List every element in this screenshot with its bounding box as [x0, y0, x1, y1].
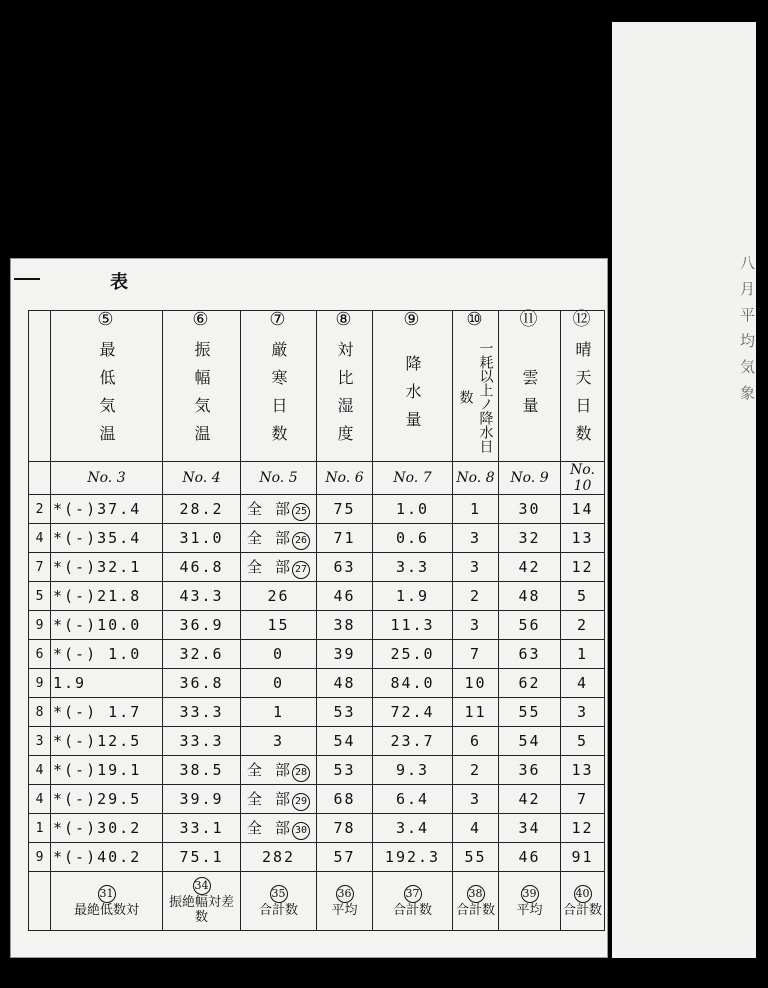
column-number-badge: ⑪ — [519, 309, 538, 330]
weather-table — [28, 310, 605, 931]
table-cell: 53 — [317, 698, 373, 727]
column-header-label: 雲量 — [520, 369, 539, 425]
table-cell: 91 — [561, 843, 605, 872]
table-cell: 32.6 — [163, 640, 241, 669]
annotation-mark: 25 — [292, 503, 310, 521]
table-cell: *(-)10.0 — [51, 611, 163, 640]
table-cell: 25.0 — [373, 640, 453, 669]
table-cell: 4 — [29, 524, 51, 553]
column-number-cell — [29, 462, 51, 495]
table-cell: 0 — [241, 669, 317, 698]
table-body — [29, 495, 605, 872]
column-header — [241, 311, 317, 462]
table-cell: 54 — [317, 727, 373, 756]
document-sheet — [10, 258, 608, 958]
table-cell: 1 — [241, 698, 317, 727]
table-row — [29, 640, 605, 669]
footer-label: 平均 — [331, 902, 358, 918]
table-cell: 26 — [241, 582, 317, 611]
table-cell: 31.0 — [163, 524, 241, 553]
table-cell: 36.9 — [163, 611, 241, 640]
table-cell: 43.3 — [163, 582, 241, 611]
title-dash — [14, 278, 40, 280]
column-number-cell: No. 7 — [373, 462, 453, 495]
table-cell: 34 — [499, 814, 561, 843]
footer-label: 合計数 — [258, 902, 298, 918]
table-cell: 55 — [499, 698, 561, 727]
table-cell: 10 — [453, 669, 499, 698]
table-cell: 57 — [317, 843, 373, 872]
side-text-char: 月 — [740, 280, 756, 298]
table-cell: 2 — [453, 756, 499, 785]
column-number-badge: ⑧ — [335, 309, 352, 330]
table-cell: 2 — [453, 582, 499, 611]
table-cell: 13 — [561, 524, 605, 553]
table-cell: *(-)19.1 — [51, 756, 163, 785]
column-header — [317, 311, 373, 462]
adjacent-page-strip — [612, 22, 756, 958]
table-cell: 33.3 — [163, 727, 241, 756]
table-cell: 48 — [317, 669, 373, 698]
table-cell: 72.4 — [373, 698, 453, 727]
table-cell: 全 部 28 — [241, 756, 317, 785]
table-cell: 9 — [29, 843, 51, 872]
table-cell: 71 — [317, 524, 373, 553]
table-cell: 9 — [29, 611, 51, 640]
table-cell: 68 — [317, 785, 373, 814]
table-cell: 4 — [29, 756, 51, 785]
table-row — [29, 611, 605, 640]
table-row — [29, 669, 605, 698]
table-cell: *(-)29.5 — [51, 785, 163, 814]
table-cell: 2 — [29, 495, 51, 524]
footer-label: 合計数 — [392, 902, 432, 918]
table-row — [29, 814, 605, 843]
table-cell: 3 — [453, 611, 499, 640]
table-cell: 1.0 — [373, 495, 453, 524]
table-cell: 13 — [561, 756, 605, 785]
footer-number-badge: 36 — [336, 885, 354, 903]
table-cell: 7 — [561, 785, 605, 814]
column-header-label: 一耗以上ノ降水日数 — [457, 341, 494, 453]
table-cell: 7 — [29, 553, 51, 582]
table-cell: 38 — [317, 611, 373, 640]
table-cell: 62 — [499, 669, 561, 698]
column-header — [561, 311, 605, 462]
table-cell: 3.4 — [373, 814, 453, 843]
table-cell: 3.3 — [373, 553, 453, 582]
table-cell: *(-)35.4 — [51, 524, 163, 553]
table-cell: 全 部 25 — [241, 495, 317, 524]
table-cell: 11.3 — [373, 611, 453, 640]
footer-row — [29, 872, 605, 931]
column-header — [163, 311, 241, 462]
table-cell: *(-)40.2 — [51, 843, 163, 872]
footer-number-badge: 39 — [521, 885, 539, 903]
footer-cell — [373, 872, 453, 931]
table-row — [29, 524, 605, 553]
side-text-char: 象 — [740, 384, 756, 402]
annotation-mark: 27 — [292, 561, 310, 579]
table-cell: 全 部 26 — [241, 524, 317, 553]
table-cell: 14 — [561, 495, 605, 524]
footer-cell — [163, 872, 241, 931]
column-header-label: 最低気温 — [97, 341, 116, 453]
column-header — [51, 311, 163, 462]
table-cell: 42 — [499, 785, 561, 814]
table-cell: 63 — [317, 553, 373, 582]
column-number-cell: No. 6 — [317, 462, 373, 495]
footer-cell — [29, 872, 51, 931]
annotation-mark: 28 — [292, 764, 310, 782]
table-cell: 3 — [561, 698, 605, 727]
footer-label: 合計数 — [562, 902, 602, 918]
table-cell: 6.4 — [373, 785, 453, 814]
table-cell: 3 — [453, 785, 499, 814]
table-row — [29, 698, 605, 727]
table-cell: 3 — [241, 727, 317, 756]
column-number-badge: ⑤ — [97, 309, 114, 330]
footer-cell — [499, 872, 561, 931]
footer-number-badge: 40 — [574, 885, 592, 903]
column-number-cell: No. 8 — [453, 462, 499, 495]
table-cell: 全 部 29 — [241, 785, 317, 814]
table-cell: 28.2 — [163, 495, 241, 524]
header-row — [29, 311, 605, 462]
table-cell: *(-)21.8 — [51, 582, 163, 611]
table-cell: 全 部 30 — [241, 814, 317, 843]
table-cell: 32 — [499, 524, 561, 553]
table-cell: 39 — [317, 640, 373, 669]
footer-cell — [241, 872, 317, 931]
table-cell: 全 部 27 — [241, 553, 317, 582]
column-number-cell: No. 10 — [561, 462, 605, 495]
column-number-row — [29, 462, 605, 495]
table-cell: 46 — [499, 843, 561, 872]
table-cell: 54 — [499, 727, 561, 756]
table-cell: 6 — [29, 640, 51, 669]
table-row — [29, 727, 605, 756]
table-cell: 36 — [499, 756, 561, 785]
table-cell: 1.9 — [51, 669, 163, 698]
table-cell: 11 — [453, 698, 499, 727]
footer-number-badge: 38 — [467, 885, 485, 903]
table-cell: 2 — [561, 611, 605, 640]
table-cell: 8 — [29, 698, 51, 727]
table-cell: *(-)37.4 — [51, 495, 163, 524]
column-number-cell: No. 3 — [51, 462, 163, 495]
table-cell: 7 — [453, 640, 499, 669]
column-number-cell: No. 5 — [241, 462, 317, 495]
table-cell: 84.0 — [373, 669, 453, 698]
table-cell: 4 — [561, 669, 605, 698]
table-cell: 46 — [317, 582, 373, 611]
footer-cell — [51, 872, 163, 931]
table-cell: 0 — [241, 640, 317, 669]
table-cell: 4 — [29, 785, 51, 814]
footer-label: 合計数 — [455, 902, 495, 918]
table-cell: 55 — [453, 843, 499, 872]
table-cell: 36.8 — [163, 669, 241, 698]
table-cell: 1 — [29, 814, 51, 843]
side-text-char: 気 — [740, 358, 756, 376]
table-cell: 53 — [317, 756, 373, 785]
annotation-mark: 26 — [292, 532, 310, 550]
table-cell: 6 — [453, 727, 499, 756]
table-cell: 9 — [29, 669, 51, 698]
footer-cell — [453, 872, 499, 931]
footer-label: 最絶低数対 — [73, 902, 139, 918]
table-cell: 23.7 — [373, 727, 453, 756]
column-number-badge: ⑩ — [466, 309, 483, 330]
table-cell: 78 — [317, 814, 373, 843]
table-cell: 3 — [453, 553, 499, 582]
table-cell: 30 — [499, 495, 561, 524]
table-cell: 33.3 — [163, 698, 241, 727]
column-header — [29, 311, 51, 462]
column-number-badge: ⑨ — [403, 309, 420, 330]
footer-label: 平均 — [516, 902, 543, 918]
table-cell: *(-)12.5 — [51, 727, 163, 756]
column-header-label: 振幅気温 — [192, 341, 211, 453]
table-cell: 33.1 — [163, 814, 241, 843]
table-cell: 75 — [317, 495, 373, 524]
table-cell: *(-)32.1 — [51, 553, 163, 582]
table-row — [29, 495, 605, 524]
annotation-mark: 30 — [292, 822, 310, 840]
column-number-cell: No. 9 — [499, 462, 561, 495]
footer-cell — [317, 872, 373, 931]
footer-number-badge: 31 — [98, 885, 116, 903]
table-cell: 1.9 — [373, 582, 453, 611]
side-text-char: 平 — [740, 306, 756, 324]
annotation-mark: 29 — [292, 793, 310, 811]
table-cell: 192.3 — [373, 843, 453, 872]
table-cell: 9.3 — [373, 756, 453, 785]
table-cell: *(-) 1.0 — [51, 640, 163, 669]
column-number-badge: ⑥ — [192, 309, 209, 330]
table-cell: 1 — [453, 495, 499, 524]
footer-number-badge: 35 — [270, 885, 288, 903]
table-row — [29, 582, 605, 611]
table-row — [29, 756, 605, 785]
table-cell: 63 — [499, 640, 561, 669]
column-header-label: 対比湿度 — [335, 341, 354, 453]
table-cell: 56 — [499, 611, 561, 640]
footer-number-badge: 37 — [404, 885, 422, 903]
table-cell: 12 — [561, 553, 605, 582]
table-row — [29, 785, 605, 814]
column-header — [373, 311, 453, 462]
table-title: 表 — [110, 272, 128, 293]
column-number-badge: ⑫ — [572, 309, 591, 330]
table-cell: 46.8 — [163, 553, 241, 582]
table-cell: 4 — [453, 814, 499, 843]
side-text-char: 八 — [740, 254, 756, 272]
table-cell: *(-) 1.7 — [51, 698, 163, 727]
column-header-label: 厳寒日数 — [269, 341, 288, 453]
column-header-label: 晴天日数 — [573, 341, 592, 453]
table-cell: 38.5 — [163, 756, 241, 785]
table-cell: 3 — [29, 727, 51, 756]
table-cell: 5 — [561, 727, 605, 756]
table-cell: 48 — [499, 582, 561, 611]
footer-label: 振絶幅対差数 — [168, 895, 234, 925]
table-cell: 282 — [241, 843, 317, 872]
table-cell: 12 — [561, 814, 605, 843]
table-cell: 42 — [499, 553, 561, 582]
column-number-badge: ⑦ — [269, 309, 286, 330]
table-cell: 3 — [453, 524, 499, 553]
table-cell: 5 — [561, 582, 605, 611]
footer-number-badge: 34 — [193, 877, 211, 895]
table-row — [29, 553, 605, 582]
footer-cell — [561, 872, 605, 931]
table-cell: 75.1 — [163, 843, 241, 872]
table-cell: 1 — [561, 640, 605, 669]
table-row — [29, 843, 605, 872]
column-number-cell: No. 4 — [163, 462, 241, 495]
column-header-label: 降水量 — [403, 355, 422, 439]
table-cell: *(-)30.2 — [51, 814, 163, 843]
table-cell: 15 — [241, 611, 317, 640]
column-header — [453, 311, 499, 462]
table-cell: 39.9 — [163, 785, 241, 814]
table-cell: 5 — [29, 582, 51, 611]
column-header — [499, 311, 561, 462]
table-cell: 0.6 — [373, 524, 453, 553]
side-text-char: 均 — [740, 332, 756, 350]
